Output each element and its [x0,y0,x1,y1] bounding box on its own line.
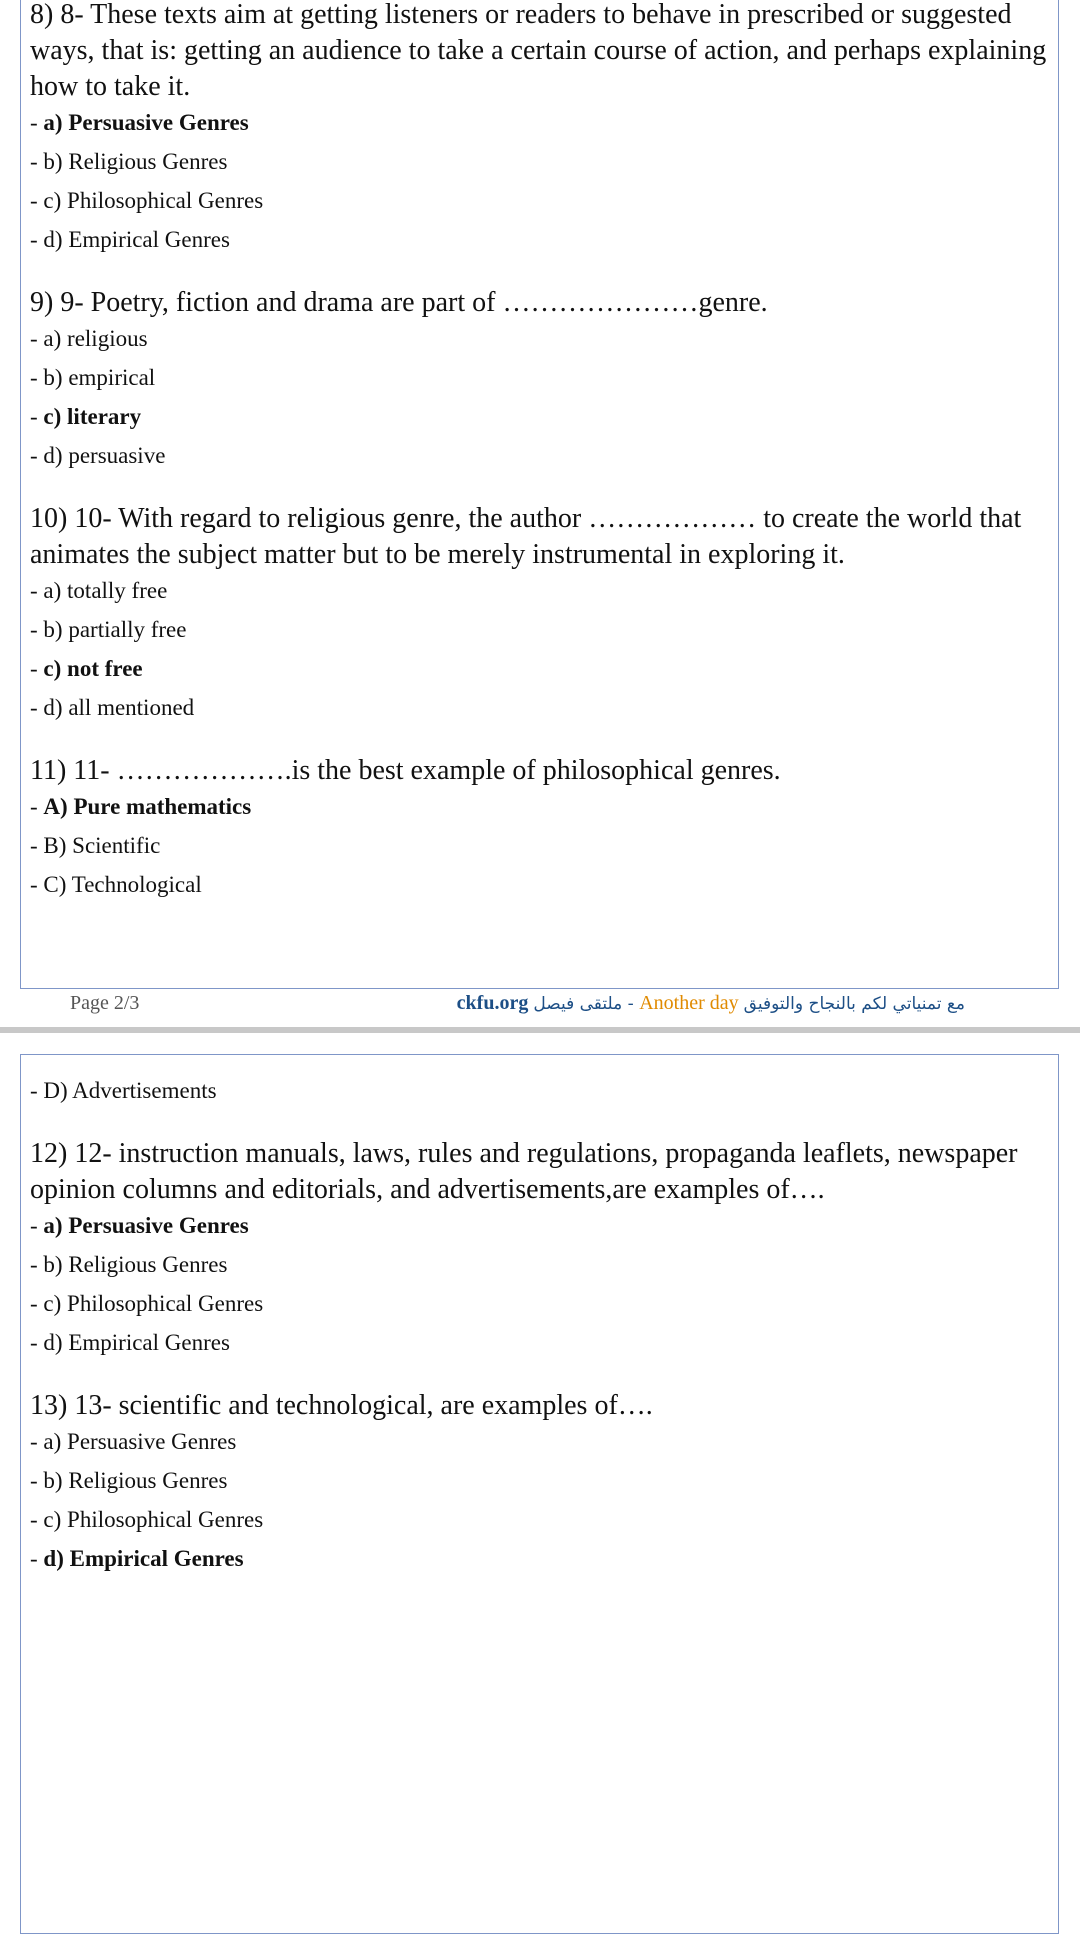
option-label: a) Persuasive Genres [43,1429,237,1454]
option-label: d) Empirical Genres [43,1546,244,1571]
option-label: b) partially free [43,617,187,642]
option-item [30,1429,1048,1455]
option-item [30,1291,1048,1317]
option-prefix: - [30,872,44,897]
option-item [30,872,1048,898]
option-label: c) not free [43,656,143,681]
option-item-correct [30,110,1048,136]
option-item [30,365,1048,391]
page-frame-bottom [20,1054,1059,1934]
option-label: b) Religious Genres [43,1252,228,1277]
option-item [30,188,1048,214]
option-item-correct [30,794,1048,820]
option-label: b) Religious Genres [43,1468,228,1493]
option-item [30,1507,1048,1533]
option-label: c) Philosophical Genres [43,188,264,213]
option-prefix: - [30,1291,44,1316]
option-prefix: - [30,1468,44,1493]
option-label: a) Persuasive Genres [43,1213,249,1238]
option-item [30,149,1048,175]
page-frame-top [20,0,1059,989]
option-prefix: - [30,443,44,468]
option-prefix: - [30,1330,44,1355]
option-prefix: - [30,695,44,720]
option-item [30,326,1048,352]
option-label: c) Philosophical Genres [43,1291,264,1316]
another-day-text: Another day [639,992,739,1014]
footer-dash: - [622,994,640,1014]
question-block [30,1388,1048,1572]
page-separator [0,1027,1080,1033]
option-label: C) Technological [43,872,202,897]
option-prefix: - [30,1546,44,1571]
option-prefix: - [30,1252,44,1277]
option-prefix: - [30,149,44,174]
page-number: Page 2/3 [70,992,140,1014]
question-list-page-2 [30,1078,1048,1585]
wish-text: مع تمنياتي لكم بالنجاح والتوفيق [743,994,965,1014]
option-item [30,443,1048,469]
option-item-correct [30,1213,1048,1239]
option-item [30,1078,1048,1104]
option-label: c) literary [43,404,142,429]
footer-credits [457,992,965,1015]
option-label: d) all mentioned [43,695,195,720]
option-prefix: - [30,833,44,858]
option-prefix: - [30,365,44,390]
page-footer [0,989,1080,1027]
option-prefix: - [30,1507,44,1532]
continued-options [30,1078,1048,1104]
question-text: 11) 11- ……………….is the best example of philosophical genres. [30,755,781,786]
option-label: a) religious [43,326,148,351]
option-item [30,617,1048,643]
question-text: 12) 12- instruction manuals, laws, rules and regulations, propaganda leaflets, newspaper opinion columns and editorials, and advertisements,are examples of…. [30,1138,1018,1205]
option-item-correct [30,656,1048,682]
option-label: B) Scientific [43,833,161,858]
question-text: 10) 10- With regard to religious genre, the author ……………… to create the world that animates the subject matter but to be merely instrumental in exploring it. [30,503,1022,570]
option-item [30,227,1048,253]
option-item [30,833,1048,859]
option-prefix: - [30,110,44,135]
option-prefix: - [30,188,44,213]
question-block [30,0,1048,253]
option-prefix: - [30,578,44,603]
option-item-correct [30,1546,1048,1572]
option-label: A) Pure mathematics [43,794,252,819]
question-block [30,501,1048,721]
option-prefix: - [30,1429,44,1454]
option-label: b) Religious Genres [43,149,228,174]
option-prefix: - [30,1078,44,1103]
option-prefix: - [30,326,44,351]
option-prefix: - [30,656,44,681]
option-label: b) empirical [43,365,156,390]
question-text: 8) 8- These texts aim at getting listeners or readers to behave in prescribed or suggested ways, that is: getting an audience to take a certain course of action, and perhaps explaining how to take it. [30,0,1047,102]
question-text: 13) 13- scientific and technological, are examples of…. [30,1390,653,1421]
option-label: d) Empirical Genres [43,227,230,252]
option-item-correct [30,404,1048,430]
option-item [30,1330,1048,1356]
option-prefix: - [30,404,44,429]
option-label: a) totally free [43,578,168,603]
option-label: d) persuasive [43,443,166,468]
option-label: D) Advertisements [43,1078,217,1103]
option-label: a) Persuasive Genres [43,110,249,135]
forum-name: ملتقى فيصل [533,994,623,1014]
option-label: c) Philosophical Genres [43,1507,264,1532]
site-link[interactable]: ckfu.org [456,992,529,1014]
option-prefix: - [30,1213,44,1238]
option-label: d) Empirical Genres [43,1330,230,1355]
question-text: 9) 9- Poetry, fiction and drama are part of …………………genre. [30,287,768,318]
option-item [30,578,1048,604]
question-list-page-1 [30,0,1048,911]
question-block [30,1136,1048,1356]
option-prefix: - [30,227,44,252]
option-item [30,1252,1048,1278]
question-block [30,753,1048,898]
option-item [30,1468,1048,1494]
option-prefix: - [30,617,44,642]
option-prefix: - [30,794,44,819]
question-block [30,285,1048,469]
option-item [30,695,1048,721]
